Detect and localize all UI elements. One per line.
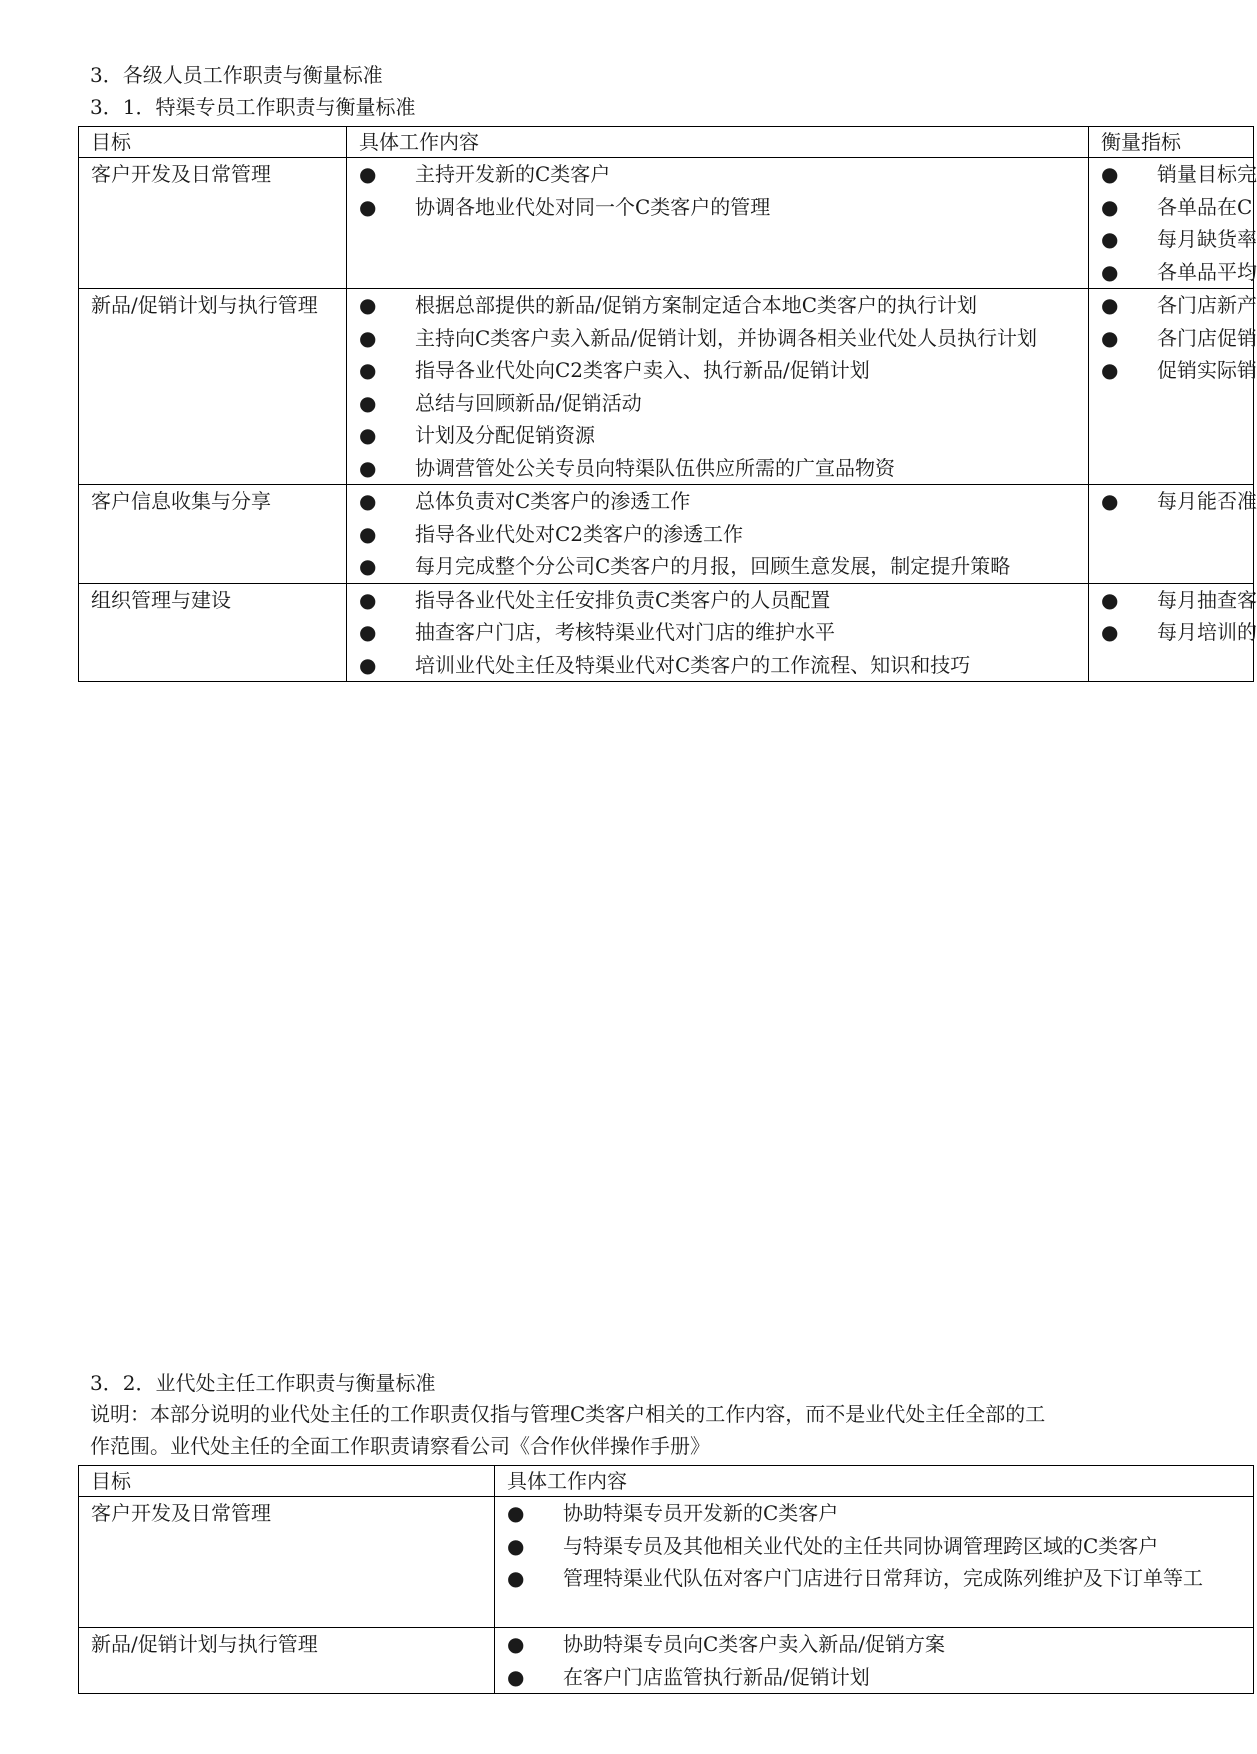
duty-table-special-channel	[78, 126, 1257, 682]
table-row	[79, 1628, 1254, 1694]
list-item: ● 协助特渠专员向C类客户卖入新品/促销方案	[507, 1628, 1253, 1661]
list-item: ● 每月抽查客	[1101, 584, 1253, 617]
list-item: ● 每月缺货率	[1101, 223, 1253, 256]
list-item: ● 每月培训的	[1101, 616, 1253, 649]
row-goal: 客户开发及日常管理	[79, 158, 347, 289]
list-item: ● 管理特渠业代队伍对客户门店进行日常拜访，完成陈列维护及下订单等工	[507, 1562, 1253, 1595]
row-measure	[1089, 158, 1257, 289]
table-row	[79, 583, 1254, 682]
row-content	[495, 1628, 1254, 1694]
header-content: 具体工作内容	[347, 127, 1089, 158]
row-goal: 客户开发及日常管理	[79, 1497, 495, 1628]
row-goal: 新品/促销计划与执行管理	[79, 1628, 495, 1694]
section-3-title: 3．各级人员工作职责与衡量标准	[90, 63, 383, 87]
list-item: ● 每月完成整个分公司C类客户的月报，回顾生意发展，制定提升策略	[359, 550, 1088, 583]
list-item: ● 各单品平均	[1101, 256, 1253, 289]
table-row	[79, 485, 1254, 584]
row-goal: 客户信息收集与分享	[79, 485, 347, 584]
section-3-1-title: 3．1．特渠专员工作职责与衡量标准	[90, 95, 416, 119]
list-item: ● 抽查客户门店，考核特渠业代对门店的维护水平	[359, 616, 1088, 649]
table-header-row	[79, 1466, 1254, 1497]
list-item: ● 促销实际销	[1101, 354, 1253, 387]
table-row	[79, 1497, 1254, 1628]
list-item: ● 与特渠专员及其他相关业代处的主任共同协调管理跨区域的C类客户	[507, 1530, 1253, 1563]
row-measure	[1089, 485, 1257, 584]
list-item: ● 计划及分配促销资源	[359, 419, 1088, 452]
list-item: ● 各单品在C	[1101, 191, 1253, 224]
list-item: ● 协调营管处公关专员向特渠队伍供应所需的广宣品物资	[359, 452, 1088, 485]
list-item: ● 指导各业代处主任安排负责C类客户的人员配置	[359, 584, 1088, 617]
list-item: ● 协助特渠专员开发新的C类客户	[507, 1497, 1253, 1530]
table-row	[79, 289, 1254, 485]
list-item: ● 总结与回顾新品/促销活动	[359, 387, 1088, 420]
row-content	[347, 289, 1089, 485]
list-item: ● 指导各业代处向C2类客户卖入、执行新品/促销计划	[359, 354, 1088, 387]
row-content	[347, 583, 1089, 682]
list-item: ● 协调各地业代处对同一个C类客户的管理	[359, 191, 1088, 224]
header-goal: 目标	[79, 127, 347, 158]
list-item: ● 根据总部提供的新品/促销方案制定适合本地C类客户的执行计划	[359, 289, 1088, 322]
list-item: ● 各门店新产	[1101, 289, 1253, 322]
row-goal: 组织管理与建设	[79, 583, 347, 682]
list-item: ● 主持开发新的C类客户	[359, 158, 1088, 191]
section-3-2-title: 3．2．业代处主任工作职责与衡量标准	[90, 1371, 436, 1395]
list-item: ● 指导各业代处对C2类客户的渗透工作	[359, 518, 1088, 551]
list-item: ● 培训业代处主任及特渠业代对C类客户的工作流程、知识和技巧	[359, 649, 1088, 682]
header-content: 具体工作内容	[495, 1466, 1254, 1497]
list-item: ● 主持向C类客户卖入新品/促销计划，并协调各相关业代处人员执行计划	[359, 322, 1088, 355]
row-measure	[1089, 289, 1257, 485]
section-3-2-note-line-2: 作范围。业代处主任的全面工作职责请察看公司《合作伙伴操作手册》	[90, 1434, 710, 1458]
row-goal: 新品/促销计划与执行管理	[79, 289, 347, 485]
list-item: ● 各门店促销	[1101, 322, 1253, 355]
list-item: ● 总体负责对C类客户的渗透工作	[359, 485, 1088, 518]
table-header-row	[79, 127, 1254, 158]
header-measure: 衡量指标	[1089, 127, 1254, 158]
row-content	[347, 485, 1089, 584]
header-goal: 目标	[79, 1466, 495, 1497]
row-content	[347, 158, 1089, 289]
row-measure	[1089, 583, 1257, 682]
table-row	[79, 158, 1254, 289]
list-item: ● 在客户门店监管执行新品/促销计划	[507, 1661, 1253, 1694]
section-3-2-note-line-1: 说明：本部分说明的业代处主任的工作职责仅指与管理C类客户相关的工作内容，而不是业代处主任全部的工	[90, 1402, 1046, 1426]
list-item: ● 销量目标完	[1101, 158, 1253, 191]
row-content	[495, 1497, 1254, 1628]
list-item: ● 每月能否准	[1101, 485, 1253, 518]
duty-table-office-director	[78, 1465, 1254, 1694]
